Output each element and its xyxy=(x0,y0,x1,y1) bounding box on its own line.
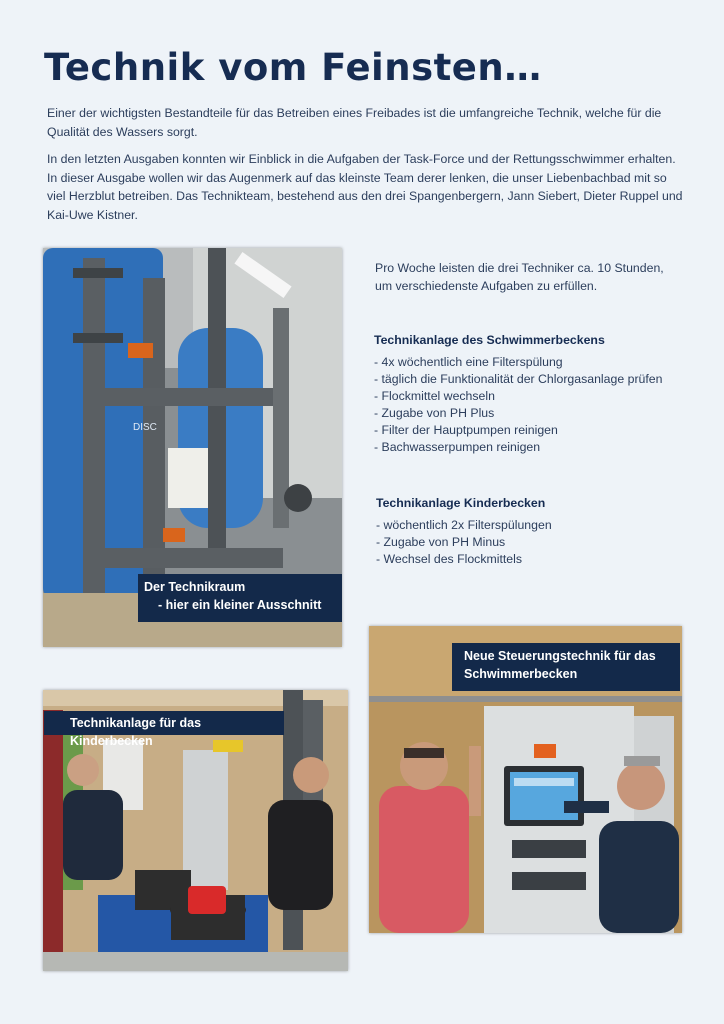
list-item: - Bachwasserpumpen reinigen xyxy=(374,440,541,454)
kids-task-list xyxy=(376,517,552,568)
kids-section-heading: Technikanlage Kinderbecken xyxy=(376,496,546,510)
list-item: - Zugabe von PH Plus xyxy=(374,406,495,420)
list-item: - wöchentlich 2x Filterspülungen xyxy=(376,518,552,532)
caption-technikraum xyxy=(138,574,342,622)
page-title: Technik vom Feinsten… xyxy=(44,46,542,89)
caption-steuerungstechnik-line1: Neue Steuerungstechnik für das xyxy=(464,649,656,663)
caption-technikraum-line2: - hier ein kleiner Ausschnitt xyxy=(158,598,322,612)
caption-technikraum-line1: Der Technikraum xyxy=(144,580,246,594)
swimmer-section-heading: Technikanlage des Schwimmerbeckens xyxy=(374,333,605,347)
list-item: - Zugabe von PH Minus xyxy=(376,535,506,549)
photo-brand-label: DISC xyxy=(133,422,157,433)
caption-kinderbecken-text: Technikanlage für das Kinderbecken xyxy=(70,716,202,748)
list-item: - Wechsel des Flockmittels xyxy=(376,552,523,566)
list-item: - Filter der Hauptpumpen reinigen xyxy=(374,423,558,437)
caption-kinderbecken xyxy=(44,711,284,748)
caption-steuerungstechnik xyxy=(452,643,680,691)
list-item: - täglich die Funktionalität der Chlorgasanlage prüfen xyxy=(374,372,663,386)
intro-paragraph-1: Einer der wichtigsten Bestandteile für das Betreiben eines Freibades ist die umfangreiche Technik, welche für die Qualität des Wassers sorgt. xyxy=(47,106,662,139)
swimmer-task-list xyxy=(374,354,662,456)
intro-paragraph-2: In den letzten Ausgaben konnten wir Einblick in die Aufgaben der Task-Force und der Rettungsschwimmer erhalten. In dieser Ausgabe wollen wir das Augenmerk auf das kleinste Team derer lenken, die unser Liebenbachbad mit so viel Herzblut betreiben. Das Technikteam, bestehend aus den drei Spangenbergern, Jann Siebert, Dieter Ruppel und Kai-Uwe Kistner. xyxy=(47,152,683,222)
list-item: - Flockmittel wechseln xyxy=(374,389,495,403)
weekly-hours-text: Pro Woche leisten die drei Techniker ca. 10 Stunden, um verschiedenste Aufgaben zu erfüllen. xyxy=(375,261,664,293)
list-item: - 4x wöchentlich eine Filterspülung xyxy=(374,355,563,369)
caption-steuerungstechnik-line2: Schwimmerbecken xyxy=(464,667,578,681)
